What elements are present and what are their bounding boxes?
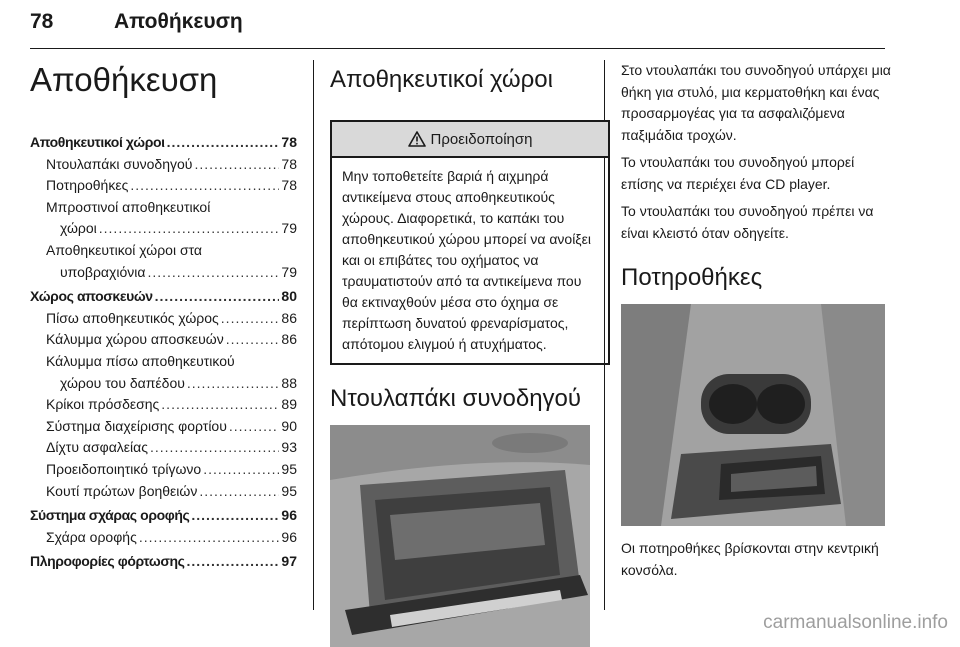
toc-leader-dots [139,527,280,549]
toc-leader-dots [130,175,279,197]
toc-entry-page: 80 [281,288,297,305]
toc-entry [30,262,297,284]
toc-entry-page: 93 [281,439,297,456]
toc-entry-page: 96 [281,528,297,545]
section-title-glovebox: Ντουλαπάκι συνοδηγού [330,385,582,412]
toc-leader-dots [191,505,279,527]
toc-entry-label: Πίσω αποθηκευτικός χώρος [46,309,219,326]
glovebox-description: Στο ντουλαπάκι του συνοδηγού υπάρχει μια θήκη για στυλό, μια κερματοθήκη και ένας προσαρμογέας για τα ασφαλιζόμενα παξιμάδια τροχών. [621,62,891,143]
section-title-cupholders: Ποτηροθήκες [621,264,763,291]
middle-column [330,60,610,647]
toc-entry-label: Κάλυμμα χώρου αποσκευών [46,331,224,348]
toc-entry-label: Προειδοποιητικό τρίγωνο [46,460,202,477]
toc-leader-dots [99,218,280,240]
cupholders-illustration [621,304,885,526]
cupholders-caption: Οι ποτηροθήκες βρίσκονται στην κεντρική κονσόλα. [621,540,879,578]
right-column [621,60,891,587]
toc-leader-dots [155,286,280,308]
toc-entry [30,218,297,240]
toc-leader-dots [150,437,279,459]
column-divider-left [313,60,314,610]
toc-leader-dots [203,459,279,481]
warning-box [330,120,610,365]
toc-entry [30,373,297,395]
warning-title: Προειδοποίηση [430,130,533,148]
toc-entry-label: Δίχτυ ασφαλείας [46,439,148,456]
toc-entry-page: 78 [281,177,297,194]
toc-entry-page: 95 [281,482,297,499]
toc-entry [30,351,297,373]
table-of-contents [30,132,297,573]
toc-leader-dots [147,262,279,284]
toc-entry-label: Πληροφορίες φόρτωσης [30,553,185,570]
section-title-storage: Αποθηκευτικοί χώροι [330,66,553,93]
toc-entry-label: Σχάρα οροφής [46,528,137,545]
toc-entry-page: 96 [281,507,297,524]
page-header [30,6,885,46]
toc-entry [30,527,297,549]
warning-header [332,122,608,158]
toc-entry-label: Κάλυμμα πίσω αποθηκευτικού [46,352,235,369]
watermark: carmanualsonline.info [763,612,948,633]
toc-entry-label: Αποθηκευτικοί χώροι [30,134,165,150]
toc-entry-page: 79 [281,263,297,280]
toc-entry-page: 79 [281,220,297,237]
toc-entry-label: Ποτηροθήκες [46,177,129,194]
toc-entry-label: Κρίκοι πρόσδεσης [46,396,160,413]
toc-entry-page: 95 [281,460,297,477]
toc-entry-page: 89 [281,396,297,413]
toc-entry [30,481,297,503]
toc-entry [30,240,297,262]
toc-entry-label: Αποθηκευτικοί χώροι στα [46,241,203,258]
running-title: Αποθήκευση [114,10,243,33]
toc-entry-page: 86 [281,331,297,348]
toc-entry-label: χώρου του δαπέδου [60,374,185,391]
toc-entry-label: Σύστημα διαχείρισης φορτίου [46,417,227,434]
toc-entry-page: 97 [281,553,297,570]
toc-entry [30,394,297,416]
toc-column [30,60,297,573]
toc-entry-page: 90 [281,417,297,434]
glovebox-closed-note: Το ντουλαπάκι του συνοδηγού πρέπει να είναι κλειστό όταν οδηγείτε. [621,203,874,241]
toc-leader-dots [226,329,280,351]
toc-leader-dots [221,308,280,330]
toc-section-entry [30,505,297,527]
toc-entry-label: Κουτί πρώτων βοηθειών [46,482,198,499]
page-number: 78 [30,10,54,33]
toc-entry-page: 78 [281,155,297,172]
toc-leader-dots [194,154,279,176]
toc-entry-page: 86 [281,309,297,326]
toc-entry [30,308,297,330]
toc-leader-dots [229,416,280,438]
toc-entry-label: Χώρος αποσκευών [30,288,153,305]
toc-section-entry [30,551,297,573]
toc-entry [30,329,297,351]
toc-section-entry [30,286,297,308]
toc-entry-label: χώροι [60,220,97,237]
warning-text: Μην τοποθετείτε βαριά ή αιχμηρά αντικείμενα στους αποθηκευτικούς χώρους. Διαφορετικά, το καπάκι του αποθηκευτικού χώρου μπορεί να ανοίξει και οι επιβάτες του οχήματος να τραυματιστούν από τα αντικείμενα που θα εκτιναχθούν μέσα στο όχημα σε περίπτωση δυνατού φρεναρίσματος, απότομου ελιγμού ή ατυχήματος. [342,168,591,352]
toc-leader-dots [167,132,280,154]
toc-entry-label: Μπροστινοί αποθηκευτικοί [46,198,211,215]
cupholders-photo [621,304,885,526]
glovebox-cd-note: Το ντουλαπάκι του συνοδηγού μπορεί επίσης να περιέχει ένα CD player. [621,154,855,192]
toc-leader-dots [187,551,280,573]
toc-leader-dots [187,373,280,395]
toc-section-entry [30,132,297,154]
toc-entry-label: Σύστημα σχάρας οροφής [30,507,190,524]
warning-body [332,158,608,363]
toc-leader-dots [161,394,279,416]
toc-entry-label: υποβραχιόνια [60,263,146,280]
glovebox-photo [330,425,590,647]
toc-entry [30,459,297,481]
header-rule [30,48,885,49]
toc-entry [30,175,297,197]
toc-entry-page: 88 [281,374,297,391]
glovebox-illustration [330,425,590,647]
toc-entry [30,197,297,219]
toc-entry [30,437,297,459]
toc-entry-label: Ντουλαπάκι συνοδηγού [46,155,193,172]
toc-entry-page: 78 [281,134,297,150]
warning-triangle-icon [408,131,426,147]
toc-leader-dots [199,481,279,503]
chapter-title: Αποθήκευση [30,61,218,98]
toc-entry [30,154,297,176]
toc-entry [30,416,297,438]
